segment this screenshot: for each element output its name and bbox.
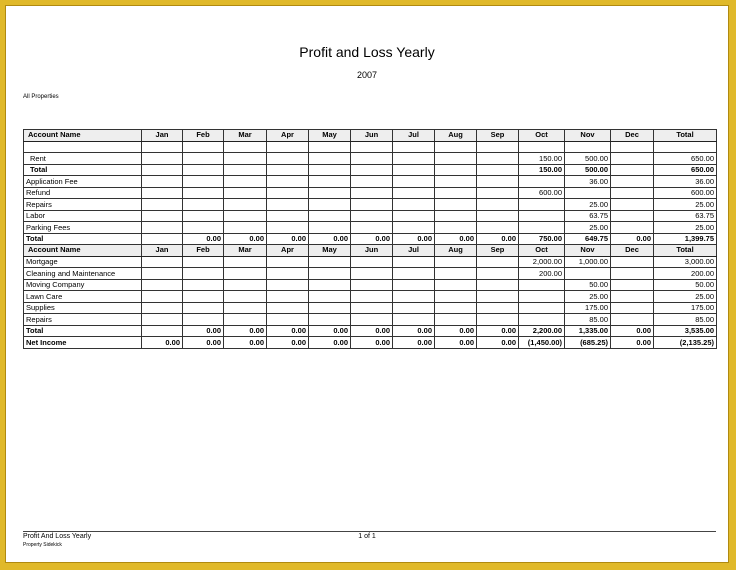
page-number: 1 of 1 — [358, 533, 376, 540]
amount-cell — [435, 199, 477, 211]
amount-cell — [183, 222, 224, 234]
account-name-cell: Moving Company — [24, 279, 142, 291]
amount-cell — [519, 279, 565, 291]
amount-cell — [611, 199, 654, 211]
amount-cell — [267, 302, 309, 314]
amount-cell: 25.00 — [565, 291, 611, 303]
amount-cell: 200.00 — [654, 268, 717, 280]
amount-cell — [351, 164, 393, 176]
amount-cell — [611, 164, 654, 176]
account-name-cell: Total — [24, 325, 142, 337]
amount-cell: 25.00 — [565, 199, 611, 211]
amount-cell — [435, 164, 477, 176]
amount-cell — [393, 199, 435, 211]
empty-cell — [24, 141, 142, 153]
amount-cell — [142, 164, 183, 176]
empty-cell — [267, 141, 309, 153]
amount-cell — [611, 314, 654, 326]
amount-cell — [477, 176, 519, 188]
total-row — [24, 325, 717, 337]
property-filter-label: All Properties — [23, 94, 59, 100]
account-name-cell: Cleaning and Maintenance — [24, 268, 142, 280]
amount-cell — [611, 291, 654, 303]
table-row — [24, 153, 717, 165]
amount-cell — [183, 199, 224, 211]
amount-cell — [519, 199, 565, 211]
amount-cell: 1,000.00 — [565, 256, 611, 268]
column-header-row — [24, 245, 717, 257]
amount-cell: 150.00 — [519, 164, 565, 176]
amount-cell — [519, 291, 565, 303]
amount-cell — [142, 210, 183, 222]
empty-cell — [183, 141, 224, 153]
amount-cell: 3,000.00 — [654, 256, 717, 268]
column-header: Sep — [477, 245, 519, 257]
amount-cell — [477, 187, 519, 199]
amount-cell — [183, 314, 224, 326]
amount-cell — [267, 187, 309, 199]
amount-cell — [309, 153, 351, 165]
empty-cell — [142, 141, 183, 153]
amount-cell: 0.00 — [309, 233, 351, 245]
amount-cell — [435, 268, 477, 280]
column-header: Aug — [435, 130, 477, 142]
amount-cell — [477, 268, 519, 280]
amount-cell: 0.00 — [309, 337, 351, 349]
amount-cell — [142, 187, 183, 199]
amount-cell — [224, 291, 267, 303]
amount-cell — [477, 256, 519, 268]
account-name-cell: Mortgage — [24, 256, 142, 268]
amount-cell: (2,135.25) — [654, 337, 717, 349]
amount-cell: 0.00 — [142, 337, 183, 349]
amount-cell: 0.00 — [611, 337, 654, 349]
amount-cell — [224, 268, 267, 280]
amount-cell — [224, 314, 267, 326]
amount-cell — [224, 153, 267, 165]
amount-cell — [351, 291, 393, 303]
amount-cell: 0.00 — [183, 325, 224, 337]
amount-cell — [393, 291, 435, 303]
empty-cell — [519, 141, 565, 153]
amount-cell: 0.00 — [224, 337, 267, 349]
amount-cell — [477, 314, 519, 326]
amount-cell — [309, 291, 351, 303]
amount-cell — [309, 222, 351, 234]
amount-cell: 649.75 — [565, 233, 611, 245]
column-header: Dec — [611, 245, 654, 257]
column-header: Apr — [267, 245, 309, 257]
amount-cell: 0.00 — [351, 233, 393, 245]
report-page — [5, 5, 729, 563]
amount-cell — [611, 153, 654, 165]
account-name-cell: Labor — [24, 210, 142, 222]
amount-cell — [351, 279, 393, 291]
amount-cell — [393, 279, 435, 291]
amount-cell: 25.00 — [654, 222, 717, 234]
amount-cell — [519, 222, 565, 234]
amount-cell — [142, 233, 183, 245]
amount-cell: 650.00 — [654, 164, 717, 176]
amount-cell: 3,535.00 — [654, 325, 717, 337]
amount-cell: 0.00 — [611, 325, 654, 337]
amount-cell — [477, 153, 519, 165]
amount-cell — [224, 187, 267, 199]
empty-cell — [435, 141, 477, 153]
account-name-cell: Rent — [24, 153, 142, 165]
amount-cell: 36.00 — [654, 176, 717, 188]
column-header: Account Name — [24, 130, 142, 142]
amount-cell — [393, 164, 435, 176]
amount-cell — [309, 210, 351, 222]
column-header: Total — [654, 130, 717, 142]
amount-cell — [393, 210, 435, 222]
amount-cell — [183, 176, 224, 188]
amount-cell — [393, 153, 435, 165]
amount-cell — [142, 256, 183, 268]
column-header: Sep — [477, 130, 519, 142]
amount-cell: 50.00 — [565, 279, 611, 291]
amount-cell: 200.00 — [519, 268, 565, 280]
amount-cell: 0.00 — [224, 325, 267, 337]
amount-cell — [224, 164, 267, 176]
amount-cell — [393, 256, 435, 268]
amount-cell — [267, 176, 309, 188]
amount-cell — [351, 314, 393, 326]
amount-cell — [435, 222, 477, 234]
column-header-row — [24, 130, 717, 142]
amount-cell — [224, 256, 267, 268]
column-header: Nov — [565, 245, 611, 257]
amount-cell — [351, 176, 393, 188]
amount-cell: 25.00 — [654, 291, 717, 303]
column-header: May — [309, 130, 351, 142]
amount-cell — [142, 268, 183, 280]
amount-cell: 63.75 — [565, 210, 611, 222]
amount-cell — [183, 268, 224, 280]
empty-cell — [477, 141, 519, 153]
table-row — [24, 302, 717, 314]
account-name-cell: Net Income — [24, 337, 142, 349]
amount-cell — [351, 256, 393, 268]
column-header: Account Name — [24, 245, 142, 257]
empty-cell — [393, 141, 435, 153]
amount-cell — [142, 199, 183, 211]
amount-cell — [267, 199, 309, 211]
table-row — [24, 291, 717, 303]
amount-cell — [519, 176, 565, 188]
empty-cell — [565, 141, 611, 153]
amount-cell: 0.00 — [267, 325, 309, 337]
amount-cell: 0.00 — [393, 233, 435, 245]
column-header: Feb — [183, 130, 224, 142]
amount-cell: 150.00 — [519, 153, 565, 165]
account-name-cell: Lawn Care — [24, 291, 142, 303]
amount-cell — [435, 153, 477, 165]
amount-cell — [309, 268, 351, 280]
amount-cell — [393, 314, 435, 326]
amount-cell: 1,399.75 — [654, 233, 717, 245]
amount-cell — [477, 302, 519, 314]
footer-rule — [23, 531, 716, 532]
amount-cell — [267, 314, 309, 326]
amount-cell — [267, 164, 309, 176]
amount-cell — [611, 187, 654, 199]
amount-cell — [142, 291, 183, 303]
amount-cell — [183, 291, 224, 303]
amount-cell: 0.00 — [351, 325, 393, 337]
amount-cell — [309, 314, 351, 326]
table-row — [24, 314, 717, 326]
amount-cell: 600.00 — [519, 187, 565, 199]
amount-cell — [267, 210, 309, 222]
amount-cell — [611, 256, 654, 268]
amount-cell — [611, 268, 654, 280]
empty-cell — [654, 141, 717, 153]
amount-cell — [309, 279, 351, 291]
amount-cell — [309, 256, 351, 268]
amount-cell: 0.00 — [393, 337, 435, 349]
amount-cell — [309, 199, 351, 211]
amount-cell — [142, 314, 183, 326]
account-name-cell: Application Fee — [24, 176, 142, 188]
account-name-cell: Repairs — [24, 314, 142, 326]
amount-cell — [477, 210, 519, 222]
amount-cell — [183, 256, 224, 268]
amount-cell — [565, 187, 611, 199]
amount-cell — [477, 291, 519, 303]
amount-cell — [435, 279, 477, 291]
amount-cell: 2,000.00 — [519, 256, 565, 268]
total-row — [24, 337, 717, 349]
amount-cell — [351, 187, 393, 199]
amount-cell — [183, 279, 224, 291]
amount-cell: 0.00 — [183, 337, 224, 349]
amount-cell — [142, 279, 183, 291]
amount-cell: 175.00 — [565, 302, 611, 314]
amount-cell — [309, 302, 351, 314]
report-title: Profit and Loss Yearly — [299, 44, 435, 60]
account-name-cell: Supplies — [24, 302, 142, 314]
amount-cell: (1,450.00) — [519, 337, 565, 349]
column-header: Jun — [351, 130, 393, 142]
amount-cell — [224, 199, 267, 211]
amount-cell — [393, 302, 435, 314]
amount-cell — [611, 302, 654, 314]
amount-cell: 0.00 — [267, 233, 309, 245]
column-header: Total — [654, 245, 717, 257]
account-name-cell: Refund — [24, 187, 142, 199]
footer-title: Profit And Loss Yearly — [23, 533, 92, 540]
amount-cell — [435, 291, 477, 303]
account-name-cell: Total — [24, 233, 142, 245]
amount-cell — [611, 279, 654, 291]
column-header: Feb — [183, 245, 224, 257]
amount-cell: 1,335.00 — [565, 325, 611, 337]
column-header: Mar — [224, 245, 267, 257]
amount-cell: 0.00 — [435, 325, 477, 337]
amount-cell — [267, 291, 309, 303]
amount-cell — [393, 222, 435, 234]
amount-cell — [393, 187, 435, 199]
amount-cell — [611, 210, 654, 222]
amount-cell: 500.00 — [565, 153, 611, 165]
amount-cell: 36.00 — [565, 176, 611, 188]
amount-cell — [224, 210, 267, 222]
amount-cell: 0.00 — [224, 233, 267, 245]
column-header: Dec — [611, 130, 654, 142]
amount-cell: 0.00 — [477, 325, 519, 337]
table-row — [24, 187, 717, 199]
column-header: Oct — [519, 130, 565, 142]
amount-cell — [142, 302, 183, 314]
amount-cell — [267, 222, 309, 234]
column-header: Nov — [565, 130, 611, 142]
amount-cell — [435, 187, 477, 199]
amount-cell — [142, 325, 183, 337]
amount-cell — [611, 176, 654, 188]
amount-cell — [351, 210, 393, 222]
amount-cell: 85.00 — [565, 314, 611, 326]
amount-cell — [435, 314, 477, 326]
amount-cell — [224, 222, 267, 234]
amount-cell — [267, 279, 309, 291]
amount-cell — [477, 222, 519, 234]
amount-cell: 25.00 — [565, 222, 611, 234]
total-row — [24, 164, 717, 176]
spacer-row — [24, 141, 717, 153]
table-row — [24, 210, 717, 222]
table-row — [24, 199, 717, 211]
amount-cell: 0.00 — [435, 233, 477, 245]
amount-cell — [224, 176, 267, 188]
column-header: Aug — [435, 245, 477, 257]
amount-cell — [477, 164, 519, 176]
account-name-cell: Repairs — [24, 199, 142, 211]
amount-cell — [393, 176, 435, 188]
column-header: Jul — [393, 130, 435, 142]
amount-cell: 500.00 — [565, 164, 611, 176]
column-header: Apr — [267, 130, 309, 142]
footer-subtitle: Property Sidekick — [23, 542, 62, 548]
amount-cell — [309, 187, 351, 199]
amount-cell: 63.75 — [654, 210, 717, 222]
amount-cell — [267, 256, 309, 268]
amount-cell — [224, 302, 267, 314]
amount-cell — [351, 199, 393, 211]
empty-cell — [224, 141, 267, 153]
amount-cell: 50.00 — [654, 279, 717, 291]
amount-cell: 600.00 — [654, 187, 717, 199]
amount-cell — [142, 176, 183, 188]
amount-cell: 0.00 — [477, 233, 519, 245]
column-header: Oct — [519, 245, 565, 257]
amount-cell — [565, 268, 611, 280]
empty-cell — [351, 141, 393, 153]
amount-cell — [435, 176, 477, 188]
amount-cell — [183, 302, 224, 314]
amount-cell — [435, 302, 477, 314]
amount-cell: 175.00 — [654, 302, 717, 314]
amount-cell: (685.25) — [565, 337, 611, 349]
amount-cell — [519, 302, 565, 314]
column-header: Jan — [142, 245, 183, 257]
amount-cell — [435, 210, 477, 222]
account-name-cell: Parking Fees — [24, 222, 142, 234]
amount-cell — [477, 199, 519, 211]
table-row — [24, 176, 717, 188]
profit-loss-table — [23, 129, 717, 349]
column-header: Mar — [224, 130, 267, 142]
amount-cell: 25.00 — [654, 199, 717, 211]
column-header: Jun — [351, 245, 393, 257]
amount-cell — [183, 210, 224, 222]
report-year: 2007 — [356, 70, 378, 80]
amount-cell: 750.00 — [519, 233, 565, 245]
account-name-cell: Total — [24, 164, 142, 176]
amount-cell — [519, 314, 565, 326]
amount-cell: 0.00 — [183, 233, 224, 245]
amount-cell — [142, 153, 183, 165]
amount-cell: 0.00 — [267, 337, 309, 349]
column-header: Jul — [393, 245, 435, 257]
column-header: May — [309, 245, 351, 257]
amount-cell — [351, 222, 393, 234]
amount-cell — [267, 153, 309, 165]
column-header: Jan — [142, 130, 183, 142]
amount-cell — [267, 268, 309, 280]
amount-cell — [477, 279, 519, 291]
amount-cell — [183, 164, 224, 176]
amount-cell: 0.00 — [309, 325, 351, 337]
amount-cell — [224, 279, 267, 291]
amount-cell: 650.00 — [654, 153, 717, 165]
amount-cell — [351, 153, 393, 165]
amount-cell: 0.00 — [351, 337, 393, 349]
empty-cell — [309, 141, 351, 153]
amount-cell — [351, 268, 393, 280]
table-row — [24, 268, 717, 280]
amount-cell: 2,200.00 — [519, 325, 565, 337]
amount-cell — [519, 210, 565, 222]
total-row — [24, 233, 717, 245]
amount-cell — [142, 222, 183, 234]
table-row — [24, 256, 717, 268]
amount-cell — [393, 268, 435, 280]
amount-cell: 0.00 — [611, 233, 654, 245]
empty-cell — [611, 141, 654, 153]
table-row — [24, 279, 717, 291]
amount-cell: 0.00 — [393, 325, 435, 337]
amount-cell — [351, 302, 393, 314]
amount-cell — [183, 187, 224, 199]
amount-cell — [309, 176, 351, 188]
amount-cell: 0.00 — [477, 337, 519, 349]
amount-cell — [309, 164, 351, 176]
amount-cell — [183, 153, 224, 165]
amount-cell: 0.00 — [435, 337, 477, 349]
table-row — [24, 222, 717, 234]
amount-cell: 85.00 — [654, 314, 717, 326]
amount-cell — [435, 256, 477, 268]
amount-cell — [611, 222, 654, 234]
